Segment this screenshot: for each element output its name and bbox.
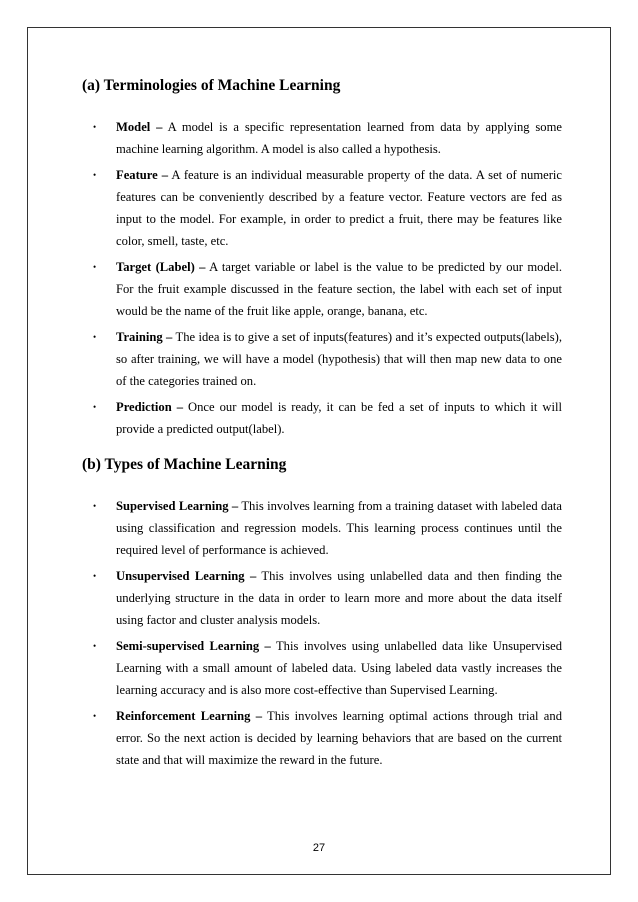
bullet-icon: • (93, 170, 97, 180)
term-description: This involves learning optimal actions through trial and error. So the next action is decided by learning behaviors that are based on the current state and that will maximize the reward in the future. (116, 709, 562, 767)
section-heading-terminologies: (a) Terminologies of Machine Learning (82, 77, 341, 94)
list-item-reinforcement (82, 705, 562, 771)
term-description: This involves learning from a training dataset with labeled data using classification and regression models. This learning process continues until the required level of performance is achieved. (116, 499, 562, 557)
bullet-icon: • (93, 332, 97, 342)
bullet-icon: • (93, 501, 97, 511)
term-label: Semi-supervised Learning – (116, 639, 271, 653)
types-list (82, 495, 562, 775)
term-label: Reinforcement Learning – (116, 709, 262, 723)
term-label: Prediction – (116, 400, 184, 414)
term-label: Target (Label) – (116, 260, 206, 274)
terminology-list (82, 116, 562, 444)
term-label: Unsupervised Learning – (116, 569, 257, 583)
page-number: 27 (312, 842, 326, 854)
list-item-supervised (82, 495, 562, 561)
term-description: Once our model is ready, it can be fed a set of inputs to which it will provide a predicted output(label). (116, 400, 562, 436)
bullet-icon: • (93, 571, 97, 581)
term-description: A target variable or label is the value to be predicted by our model. For the fruit example discussed in the feature section, the label with each set of input would be the name of the fruit like apple, orange, banana, etc. (116, 260, 563, 318)
term-description: This involves using unlabelled data and then finding the underlying structure in the data in order to learn more and more about the data itself using factor and cluster analysis models. (116, 569, 562, 627)
bullet-icon: • (93, 402, 97, 412)
term-description: A feature is an individual measurable property of the data. A set of numeric features can be conveniently described by a feature vector. Feature vectors are fed as input to the model. For example, in order to predict a fruit, there may be features like color, smell, taste, etc. (116, 168, 562, 248)
term-label: Training – (116, 330, 173, 344)
bullet-icon: • (93, 262, 97, 272)
list-item-prediction (82, 396, 562, 440)
term-description: This involves using unlabelled data like Unsupervised Learning with a small amount of labeled data. Using labeled data vastly increases the learning accuracy and is also more cost-effective than Supervised Learning. (116, 639, 562, 697)
term-label: Supervised Learning – (116, 499, 239, 513)
bullet-icon: • (93, 711, 97, 721)
list-item-model (82, 116, 562, 160)
bullet-icon: • (93, 122, 97, 132)
list-item-target-label (82, 256, 562, 322)
term-description: The idea is to give a set of inputs(features) and it’s expected outputs(labels), so after training, we will have a model (hypothesis) that will then map new data to one of the categories trained on. (116, 330, 562, 388)
list-item-semi-supervised (82, 635, 562, 701)
section-heading-types: (b) Types of Machine Learning (82, 456, 287, 473)
term-description: A model is a specific representation learned from data by applying some machine learning algorithm. A model is also called a hypothesis. (116, 120, 562, 156)
term-label: Model – (116, 120, 163, 134)
list-item-training (82, 326, 562, 392)
bullet-icon: • (93, 641, 97, 651)
list-item-unsupervised (82, 565, 562, 631)
term-label: Feature – (116, 168, 169, 182)
list-item-feature (82, 164, 562, 252)
